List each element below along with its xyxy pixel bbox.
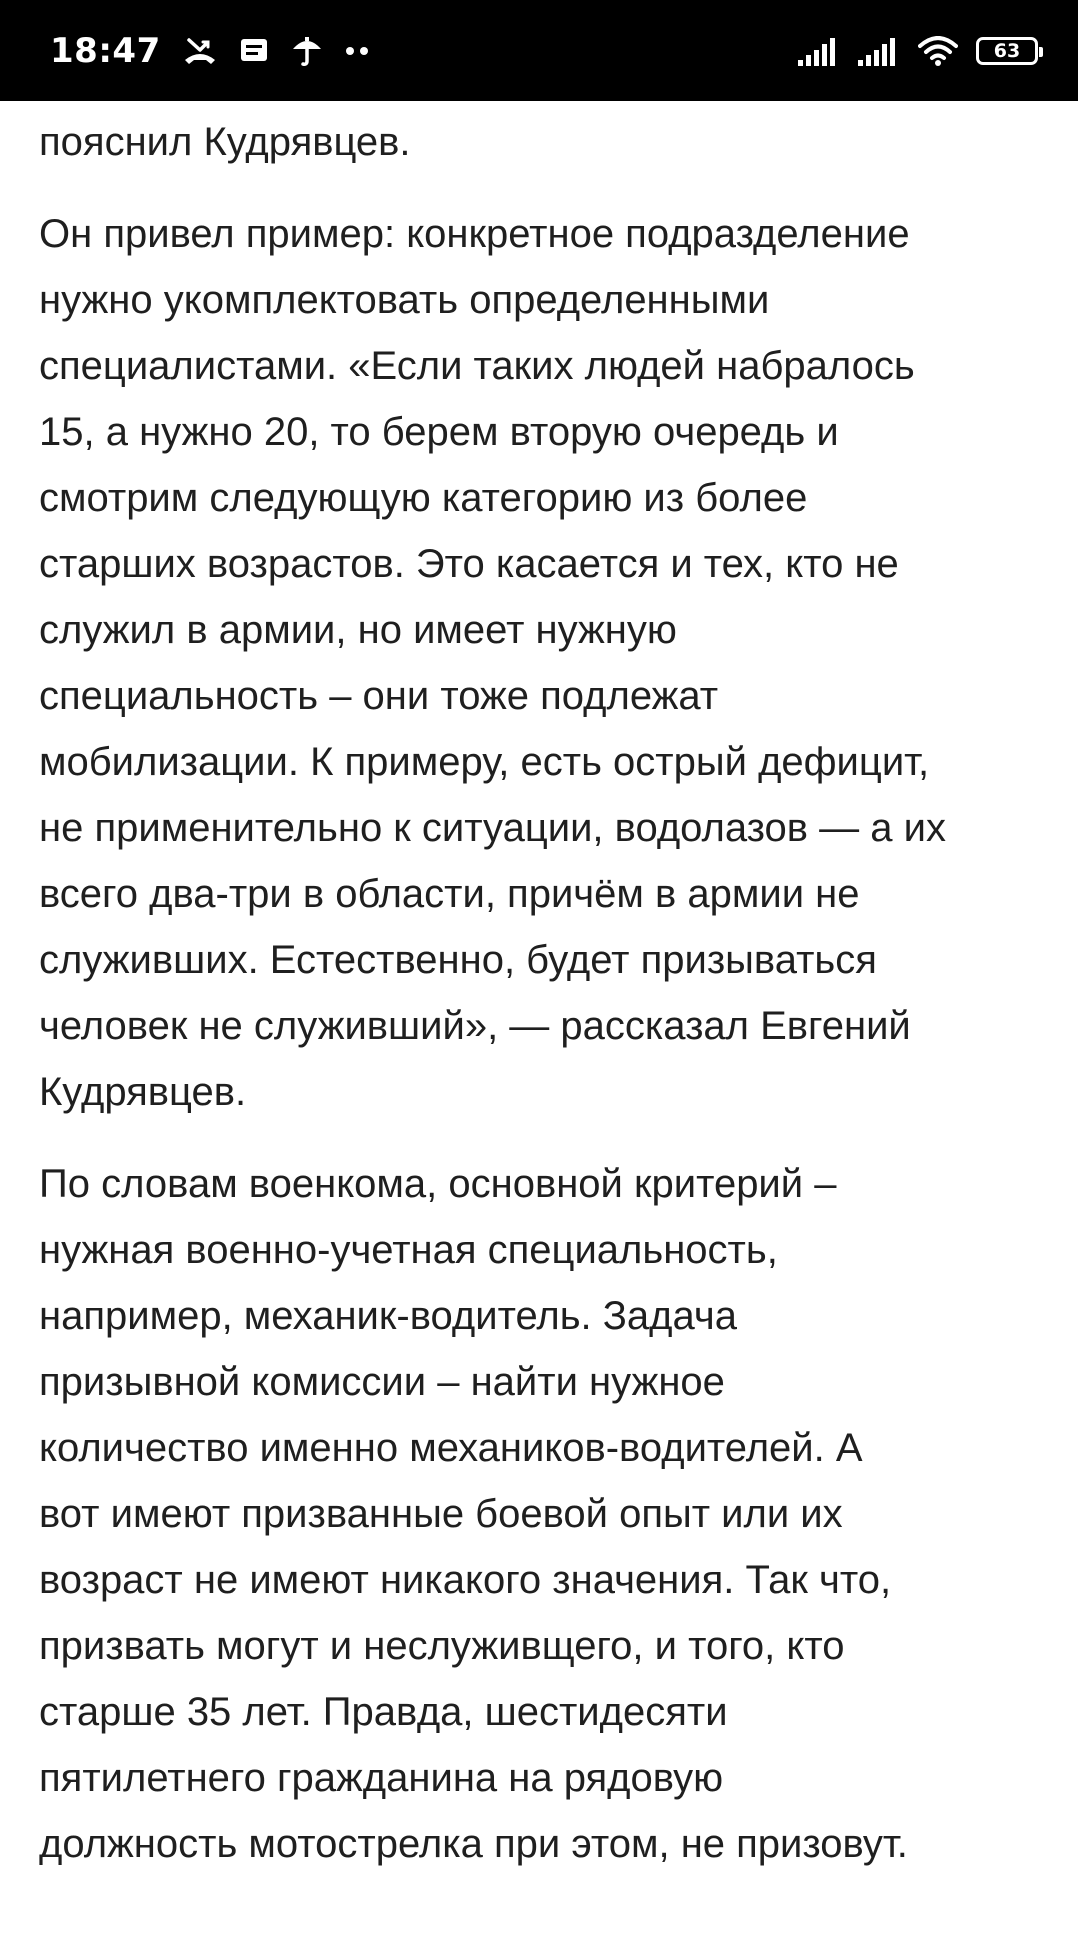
status-time: 18:47 (50, 30, 161, 71)
article-paragraph: По словам военкома, основной критерий – нужная военно-учетная специальность, например, механик-водитель. Задача призывной комиссии – найти нужное количество именно механиков-водителей. А вот имеют призванные боевой опыт или их возраст не имеют никакого значения. Так что, призвать могут и неслуживщего, и того, кто старше 35 лет. Правда, шестидесяти пятилетнего гражданина на рядовую должность мотострелка при этом, не призовут. (39, 1162, 908, 1866)
message-icon (239, 37, 269, 65)
battery-icon (976, 37, 1038, 65)
signal-icon (858, 36, 900, 66)
article-body (39, 101, 1049, 1877)
wifi-icon (918, 36, 958, 66)
signal-icon (798, 36, 840, 66)
article-paragraph: Он привел пример: конкретное подразделение нужно укомплектовать определенными специалистами. «Если таких людей набралось 15, а нужно 20, то берем вторую очередь и смотрим следующую категорию из более старших возрастов. Это касается и тех, кто не служил в армии, но имеет нужную специальность – они тоже подлежат мобилизации. К примеру, есть острый дефицит, не применительно к ситуации, водолазов — а их всего два-три в области, причём в армии не служивших. Естественно, будет призываться человек не служивший», — рассказал Евгений Кудрявцев. (39, 212, 946, 1114)
article-paragraph: пояснил Кудрявцев. (39, 120, 411, 164)
umbrella-icon (291, 35, 323, 67)
more-dots-icon (345, 46, 371, 56)
status-left (50, 31, 798, 71)
battery-level: 63 (993, 39, 1021, 62)
missed-call-icon (183, 36, 217, 66)
status-right (798, 36, 1038, 66)
status-bar (0, 0, 1078, 101)
